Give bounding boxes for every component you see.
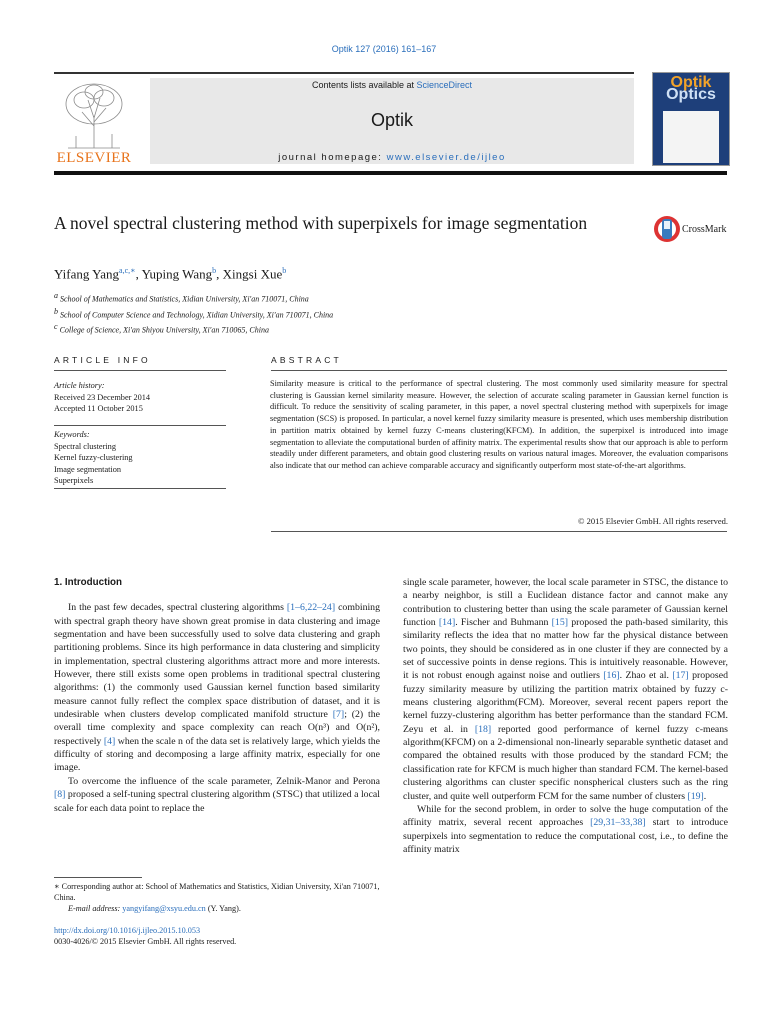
keywords-block	[54, 429, 226, 487]
affiliation-item	[54, 290, 654, 306]
contents-available-line	[150, 80, 634, 90]
author-affil-mark[interactable]: a,c,∗	[119, 266, 136, 275]
contents-prefix: Contents lists available at	[311, 80, 417, 90]
citation-link[interactable]: [29,31–33,38]	[590, 817, 646, 829]
doi-link[interactable]: http://dx.doi.org/10.1016/j.ijleo.2015.10.053	[54, 926, 201, 935]
keyword: Superpixels	[54, 476, 94, 485]
doi-block	[54, 925, 380, 947]
citation-link[interactable]: [15]	[551, 617, 568, 629]
citation-link[interactable]: [19]	[687, 790, 704, 802]
citation-link[interactable]: [18]	[474, 723, 492, 735]
affiliations	[54, 290, 654, 337]
keyword: Spectral clustering	[54, 441, 116, 451]
text-run: ; (2) the overall time complexity and space complexity can reach O(n³) and O(n²), respectively	[54, 709, 381, 747]
author-name: Yifang Yang	[54, 266, 120, 282]
divider	[54, 488, 226, 489]
divider	[271, 370, 727, 371]
text-run: In the past few decades, spectral clustering algorithms	[68, 602, 287, 614]
divider	[54, 370, 226, 371]
cover-title-optik: Optik	[670, 74, 712, 91]
keyword: Kernel fuzzy-clustering	[54, 453, 133, 462]
section-heading-introduction: 1. Introduction	[54, 577, 123, 588]
paper-title: A novel spectral clustering method with superpixels for image segmentation	[54, 213, 588, 233]
text-run: While for the second problem, in order to solve the huge computation of the affinity matrix, several recent approaches	[403, 803, 728, 829]
keywords-label: Keywords:	[54, 430, 90, 439]
journal-citation-link[interactable]: Optik 127 (2016) 161–167	[331, 44, 437, 54]
received-date: Received 23 December 2014	[54, 392, 151, 402]
text-run: proposed fuzzy similarity measure by utilizing the partition matrix obtained by fuzzy c-means clustering algorithm(FCM). Moreover, several recent papers report the kernel fuzzy-clustering algorithm has better performance than the standard FCM. Zeyu et al. in	[403, 670, 728, 735]
journal-cover-image[interactable]	[652, 72, 730, 166]
keyword: Image segmentation	[54, 464, 122, 474]
history-label: Article history:	[54, 381, 105, 390]
issn-copyright: 0030-4026/© 2015 Elsevier GmbH. All rights reserved.	[54, 937, 237, 947]
text-run: start to introduce superpixels into segmentation to reduce the computational cost, i.e., to define the affinity matrix	[403, 817, 728, 855]
abstract-text: Similarity measure is critical to the performance of spectral clustering. The most commonly used similarity measure for spectral clustering is Gaussian kernel similarity measure. However, the selection of accurate scaling parameter in Gaussian kernel function is difficult. To reduce the sensitivity of scaling parameter, in this paper, a novel spectral clustering method with superpixels for image segmentation (SCS) is proposed. In particular, a novel kernel fuzzy similarity measure is presented, which uses membership distribution in partition matrix obtained by kernel fuzzy C-means clustering(KFCM). In addition, the superpixel is introduced into image segmentation to alleviate the computational burden of affinity matrix. The experimental results show that our approach is able to perform steadily under different parameters, and obtain good clustering results on various natural images. Moreover, the evaluation comparisons also indicate that our method can achieve comparable accuracy and significantly outperform most state-of-the-art algorithms.	[270, 379, 728, 470]
citation-link[interactable]: [1–6,22–24]	[286, 602, 336, 614]
affiliation-text: School of Computer Science and Technology, Xidian University, Xi'an 710071, China	[60, 310, 334, 320]
affiliation-text: School of Mathematics and Statistics, Xidian University, Xi'an 710071, China	[60, 294, 309, 304]
text-run: when the scale n of the data set is relatively large, which yields the difficulty of storing and decomposing a large affinity matrix, especially for one image.	[54, 735, 381, 774]
text-run: proposed the path-based similarity, this similarity reflects the idea that no matter how far the physical distance between two points, they should be considered as in one cluster if they are connected by a set of successive points in dense regions. This is intuitively reasonable. However, it is not robust enough against noise and outliers	[403, 617, 728, 682]
text-run: To overcome the influence of the scale parameter, Zelnik-Manor and Perona	[68, 775, 380, 787]
corresponding-author-footnote	[54, 881, 380, 915]
divider	[54, 425, 226, 426]
text-run: single scale parameter, however, the local scale parameter in STSC, the distance to a nearby neighbor, is still a Euclidean distance factor and cannot make any contribution to clustering better than using the scale parameter of Gaussian kernel function	[403, 577, 728, 629]
crossmark-icon	[653, 213, 681, 245]
footnote-text: ∗ Corresponding author at: School of Mathematics and Statistics, Xidian University, Xi'an 710071, China.	[54, 882, 380, 903]
cover-contents-page	[663, 111, 719, 163]
body-column-left	[54, 576, 380, 815]
author-affil-mark[interactable]: b	[282, 266, 287, 275]
text-run: . Zhao et al.	[619, 670, 673, 682]
citation-link[interactable]: [8]	[54, 789, 66, 801]
abstract-copyright: © 2015 Elsevier GmbH. All rights reserved.	[578, 516, 728, 526]
article-history	[54, 380, 226, 415]
email-suffix: (Y. Yang).	[205, 904, 241, 914]
affiliation-mark: b	[54, 306, 58, 316]
journal-homepage-link[interactable]: www.elsevier.de/ijleo	[386, 152, 506, 163]
body-paragraph	[403, 803, 728, 856]
author-name: Yuping Wang	[141, 266, 213, 282]
cover-title-optics: Optics	[666, 86, 716, 103]
affiliation-mark: a	[54, 291, 58, 300]
body-column-right	[403, 576, 728, 856]
journal-name: Optik	[370, 110, 413, 130]
affiliation-mark: c	[54, 322, 58, 332]
abstract-heading: ABSTRACT	[271, 355, 342, 365]
affiliation-text: College of Science, Xi'an Shiyou University, Xi'an 710065, China	[59, 325, 269, 335]
author-affil-mark[interactable]: b	[212, 266, 217, 275]
sciencedirect-link[interactable]: ScienceDirect	[416, 80, 473, 90]
email-label: E-mail address:	[68, 904, 123, 914]
footnote-email-line	[54, 903, 380, 914]
author-name: Xingsi Xue	[222, 266, 283, 282]
text-run: proposed a self-tuning spectral clustering algorithm (STSC) that utilized a local scale for each data point to replace the	[54, 789, 380, 814]
footnote-rule	[54, 877, 142, 878]
citation-link[interactable]: [7]	[332, 709, 345, 721]
body-paragraph	[54, 601, 380, 774]
article-info-heading: ARTICLE INFO	[54, 355, 151, 365]
crossmark-label[interactable]: CrossMark	[682, 224, 727, 235]
citation-link[interactable]: [16]	[603, 670, 620, 682]
divider	[271, 531, 727, 532]
accepted-date: Accepted 11 October 2015	[54, 404, 143, 413]
text-run: .	[703, 790, 707, 802]
body-paragraph	[403, 576, 728, 803]
header-top-rule	[54, 72, 634, 74]
author-list: Yifang Yang$^{a,c,∗}$, Yuping Wang$^b$, Xingsi Xue$^b$	[54, 266, 287, 282]
text-run: . Fischer and Buhmann	[455, 617, 552, 629]
homepage-prefix: journal homepage:	[278, 152, 387, 163]
journal-homepage-line	[150, 152, 634, 163]
author-email-link[interactable]: yangyifang@xsyu.edu.cn	[122, 904, 206, 914]
text-run: combining with spectral graph theory have shown great promise in data clustering and image segmentation and have been successfully used to solve data clustering and graph partitioning problems. Since its high performance in data clustering and simplicity in implementation, spectral clustering algorithms attract more and more interests. However, there still exists some open problems in traditional spectral clustering algorithms: (1) the commonly used Gaussian kernel function based similarity measure cannot fully reflect the complex space distribution of dataset, and it is undesirable when clusters develop complicated manifold structure	[54, 602, 380, 721]
body-paragraph	[54, 775, 380, 815]
citation-link[interactable]: [17]	[672, 670, 689, 682]
elsevier-wordmark: ELSEVIER	[56, 150, 132, 166]
affiliation-item	[54, 306, 654, 322]
text-run: reported good performance of kernel fuzzy c-means algorithm(KFCM) on a 2-dimensional non-linearly separable synthetic dataset and compared the obtained results with those produced by the standard FCM; the classification rate for KFCM is much higher than standard FCM. The kernel-based clustering algorithms can cluster specific nonspherical clusters such as the ring cluster, and quite well outperform FCM for the same number of clusters	[403, 723, 728, 802]
citation-link[interactable]: [4]	[103, 735, 116, 747]
citation-link[interactable]: [14]	[438, 617, 456, 629]
affiliation-item	[54, 321, 654, 337]
header-bottom-rule	[54, 171, 727, 175]
